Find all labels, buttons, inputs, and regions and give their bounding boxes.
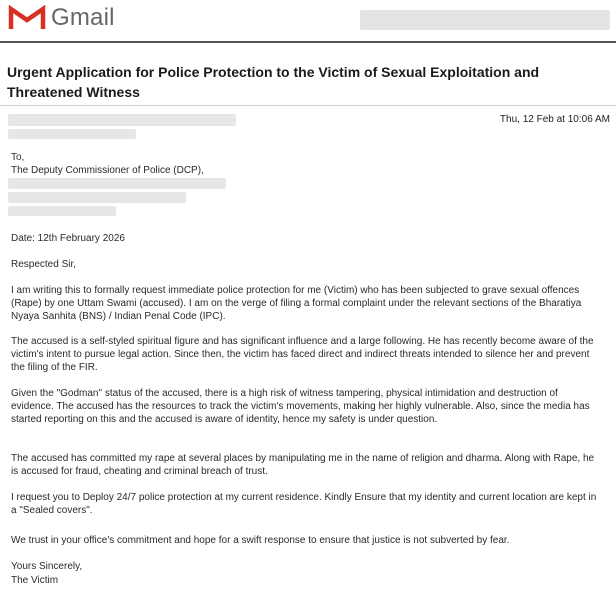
body-paragraph: The accused has committed my rape at several places by manipulating me in the name of religion and dharma. Along with Rape, he is accused for fraud, cheating and criminal breach of trust.	[11, 453, 595, 477]
redacted-address-line	[8, 192, 186, 203]
gmail-logo[interactable]	[8, 5, 115, 31]
redacted-header-info	[360, 10, 610, 30]
recipient-to: To,	[11, 152, 25, 163]
redacted-address-line	[8, 178, 226, 189]
gmail-header	[0, 0, 616, 40]
signature: The Victim	[11, 575, 59, 586]
salutation: Respected Sir,	[11, 259, 77, 270]
gmail-envelope-icon	[8, 5, 46, 31]
recipient-title: The Deputy Commissioner of Police (DCP),	[11, 165, 204, 176]
closing: Yours Sincerely,	[11, 561, 83, 572]
gmail-wordmark: Gmail	[51, 4, 115, 31]
email-subject: Urgent Application for Police Protection to the Victim of Sexual Exploitation and Threatened Witness	[7, 64, 540, 100]
subject-divider	[0, 105, 616, 106]
body-paragraph: We trust in your office's commitment and hope for a swift response to ensure that justice is not subverted by fear.	[11, 535, 510, 546]
redacted-sender-address	[8, 129, 136, 139]
body-paragraph: The accused is a self-styled spiritual figure and has significant influence and a large following. He has recently become aware of the victim's intent to pursue legal action. Since then, the victim has faced direct and indirect threats intended to silence her and prevent the filing of the FIR.	[11, 336, 594, 373]
redacted-address-line	[8, 206, 116, 216]
redacted-sender	[8, 114, 236, 126]
header-divider	[0, 41, 616, 43]
letter-date: Date: 12th February 2026	[11, 233, 125, 244]
email-timestamp: Thu, 12 Feb at 10:06 AM	[499, 114, 610, 125]
body-paragraph: I request you to Deploy 24/7 police protection at my current residence. Kindly Ensure that my identity and current location are kept in a "Sealed covers".	[11, 492, 597, 516]
body-paragraph: I am writing this to formally request immediate police protection for me (Victim) who has been subjected to grave sexual offences (Rape) by one Uttam Swami (accused). I am on the verge of filing a formal complaint under the relevant sections of the Bharatiya Nyaya Sanhita (BNS) / Indian Penal Code (IPC).	[11, 285, 582, 322]
body-paragraph: Given the "Godman" status of the accused, there is a high risk of witness tampering, physical intimidation and destruction of evidence. The accused has the resources to track the victim's movements, making her highly vulnerable. Also, since the media has started reporting on this and the accused is aware of identity, hence my safety is under question.	[11, 388, 590, 425]
